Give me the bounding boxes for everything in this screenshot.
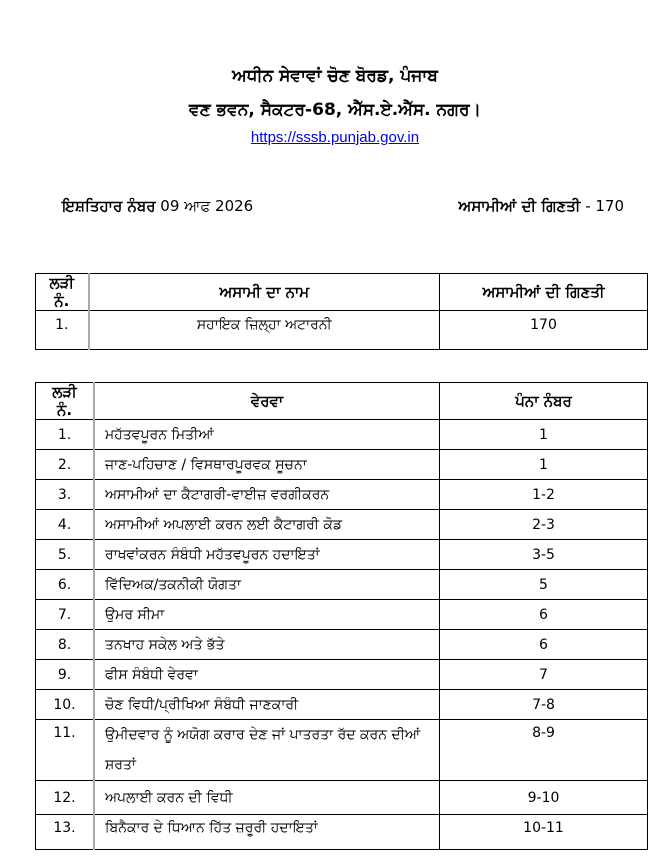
org-address: ਵਣ ਭਵਨ, ਸੈਕਟਰ-68, ਐੱਸ.ਏ.ਐੱਸ. ਨਗਰ। — [189, 100, 481, 120]
cell-page: 9-10 — [440, 781, 648, 815]
table-row — [36, 510, 648, 540]
index-table — [35, 382, 648, 850]
cell-page: 1 — [440, 420, 648, 450]
cell-description: ਵਿੱਦਿਅਕ/ਤਕਨੀਕੀ ਯੋਗਤਾ — [94, 570, 440, 600]
total-posts-value: - 170 — [585, 197, 624, 215]
cell-page: 7-8 — [440, 690, 648, 720]
table-row — [36, 570, 648, 600]
cell-page: 3-5 — [440, 540, 648, 570]
table-row — [36, 660, 648, 690]
cell-description: ਰਾਖਵਾਂਕਰਨ ਸੰਬੰਧੀ ਮਹੱਤਵਪੂਰਨ ਹਦਾਇਤਾਂ — [94, 540, 440, 570]
cell-page: 7 — [440, 660, 648, 690]
cell-serial: 6. — [36, 570, 94, 600]
table-row — [36, 450, 648, 480]
cell-description: ਤਨਖਾਹ ਸਕੇਲ ਅਤੇ ਭੱਤੇ — [94, 630, 440, 660]
cell-serial: 1. — [36, 311, 89, 350]
posts-table — [35, 273, 648, 350]
table-row — [36, 600, 648, 630]
cell-serial: 12. — [36, 781, 94, 815]
table-row — [36, 480, 648, 510]
cell-serial: 3. — [36, 480, 94, 510]
table-row — [36, 720, 648, 781]
table-row — [36, 630, 648, 660]
cell-description: ਅਸਾਮੀਆਂ ਅਪਲਾਈ ਕਰਨ ਲਈ ਕੈਟਾਗਰੀ ਕੋਡ — [94, 510, 440, 540]
header-serial: ਲੜੀ ਨੰ. — [36, 274, 89, 311]
header-description: ਵੇਰਵਾ — [94, 383, 440, 420]
advertisement-number — [62, 197, 253, 215]
cell-description: ਮਹੱਤਵਪੂਰਨ ਮਿਤੀਆਂ — [94, 420, 440, 450]
total-posts-label: ਅਸਾਮੀਆਂ ਦੀ ਗਿਣਤੀ — [458, 197, 581, 215]
cell-post-name: ਸਹਾਇਕ ਜ਼ਿਲ੍ਹਾ ਅਟਾਰਨੀ — [89, 311, 440, 350]
cell-serial: 7. — [36, 600, 94, 630]
cell-page: 5 — [440, 570, 648, 600]
advertisement-value: 09 ਆਫ 2026 — [160, 197, 254, 215]
cell-description: ਜਾਣ-ਪਹਿਚਾਣ / ਵਿਸਥਾਰਪੂਰਵਕ ਸੂਚਨਾ — [94, 450, 440, 480]
table-row — [36, 311, 648, 350]
header-post-count: ਅਸਾਮੀਆਂ ਦੀ ਗਿਣਤੀ — [440, 274, 648, 311]
cell-page: 8-9 — [440, 720, 648, 781]
header-page-number: ਪੰਨਾ ਨੰਬਰ — [440, 383, 648, 420]
cell-page: 1-2 — [440, 480, 648, 510]
cell-page: 6 — [440, 600, 648, 630]
total-posts — [458, 197, 624, 215]
cell-description: ਉਮੀਦਵਾਰ ਨੂੰ ਅਯੋਗ ਕਰਾਰ ਦੇਣ ਜਾਂ ਪਾਤਰਤਾ ਰੱਦ ਕਰਨ ਦੀਆਂ ਸ਼ਰਤਾਂ — [94, 720, 440, 781]
cell-description: ਉਮਰ ਸੀਮਾ — [94, 600, 440, 630]
cell-serial: 4. — [36, 510, 94, 540]
index-table-header — [36, 383, 648, 420]
org-name: ਅਧੀਨ ਸੇਵਾਵਾਂ ਚੋਣ ਬੋਰਡ, ਪੰਜਾਬ — [232, 66, 438, 86]
cell-serial: 5. — [36, 540, 94, 570]
cell-serial: 11. — [36, 720, 94, 781]
cell-serial: 13. — [36, 815, 94, 850]
cell-serial: 8. — [36, 630, 94, 660]
cell-serial: 1. — [36, 420, 94, 450]
header-post-name: ਅਸਾਮੀ ਦਾ ਨਾਮ — [89, 274, 440, 311]
table-row — [36, 540, 648, 570]
table-row — [36, 815, 648, 850]
table-row — [36, 781, 648, 815]
cell-serial: 9. — [36, 660, 94, 690]
cell-description: ਚੋਣ ਵਿਧੀ/ਪ੍ਰੀਖਿਆ ਸੰਬੰਧੀ ਜਾਣਕਾਰੀ — [94, 690, 440, 720]
cell-serial: 10. — [36, 690, 94, 720]
cell-description: ਅਸਾਮੀਆਂ ਦਾ ਕੈਟਾਗਰੀ-ਵਾਈਜ਼ ਵਰਗੀਕਰਨ — [94, 480, 440, 510]
cell-description: ਅਪਲਾਈ ਕਰਨ ਦੀ ਵਿਧੀ — [94, 781, 440, 815]
cell-description: ਬਿਨੈਕਾਰ ਦੇ ਧਿਆਨ ਹਿੱਤ ਜ਼ਰੂਰੀ ਹਦਾਇਤਾਂ — [94, 815, 440, 850]
cell-serial: 2. — [36, 450, 94, 480]
table-row — [36, 690, 648, 720]
cell-page: 2-3 — [440, 510, 648, 540]
header-serial: ਲੜੀ ਨੰ. — [36, 383, 94, 420]
table-row — [36, 420, 648, 450]
cell-page: 6 — [440, 630, 648, 660]
advertisement-label: ਇਸ਼ਤਿਹਾਰ ਨੰਬਰ — [62, 197, 156, 215]
posts-table-header — [36, 274, 648, 311]
cell-description: ਫੀਸ ਸੰਬੰਧੀ ਵੇਰਵਾ — [94, 660, 440, 690]
website-link-wrap — [0, 128, 670, 146]
cell-page: 10-11 — [440, 815, 648, 850]
website-link[interactable]: https://sssb.punjab.gov.in — [250, 129, 420, 146]
cell-post-count: 170 — [440, 311, 648, 350]
cell-page: 1 — [440, 450, 648, 480]
